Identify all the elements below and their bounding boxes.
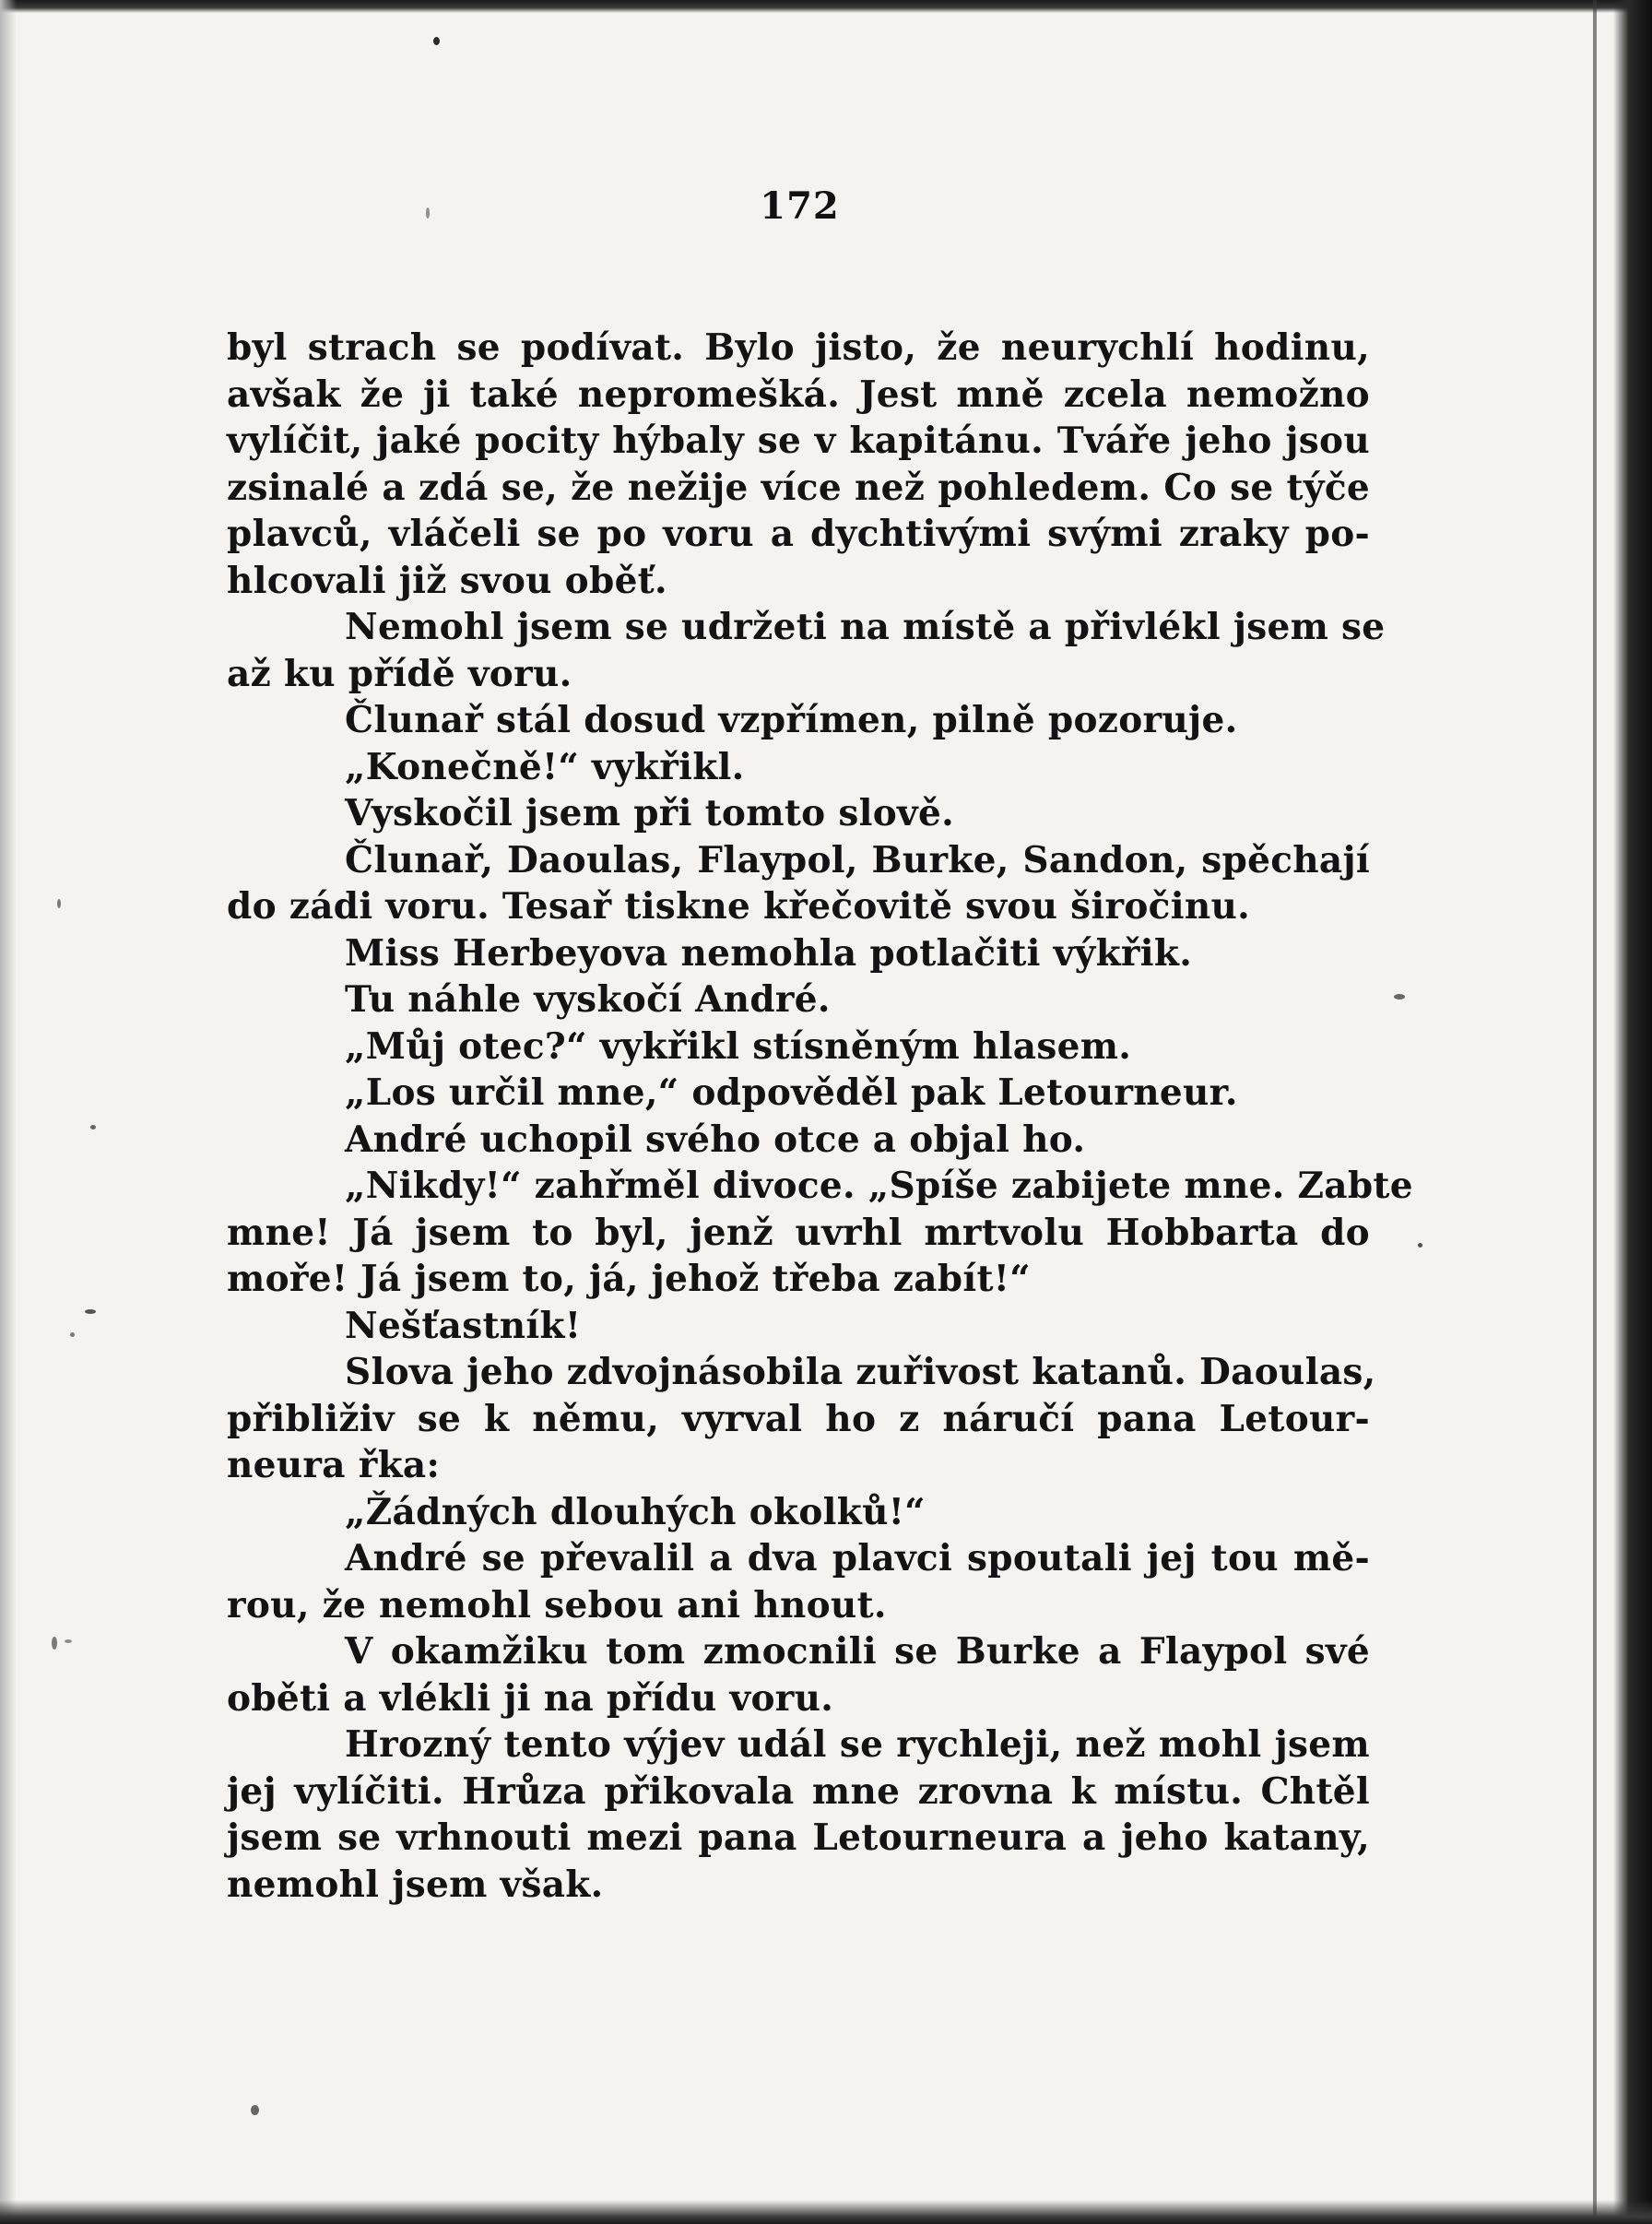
text-line: neura řka: xyxy=(227,1444,441,1486)
scan-speck xyxy=(90,1125,96,1130)
text-line: až ku přídě voru. xyxy=(227,652,572,695)
text-line: Člunař, Daoulas, Flaypol, Burke, Sandon, spěchají xyxy=(345,838,1370,881)
text-line: André uchopil svého otce a objal ho. xyxy=(345,1118,1086,1161)
scan-edge-right xyxy=(1613,0,1652,2224)
scan-edge-bottom xyxy=(0,2200,1652,2224)
text-line: Člunař stál dosud vzpřímen, pilně pozoruje. xyxy=(345,699,1238,741)
scan-speck xyxy=(251,2105,259,2115)
text-line: „Žádných dlouhých okolků!“ xyxy=(345,1490,926,1533)
scan-speck xyxy=(52,1637,57,1650)
text-line: moře! Já jsem to, já, jehož třeba zabít!“ xyxy=(227,1258,1031,1300)
text-line: Nemohl jsem se udržeti na místě a přivlékl jsem se xyxy=(345,606,1386,648)
text-line: Hrozný tento výjev udál se rychleji, než mohl jsem xyxy=(345,1723,1370,1766)
text-line: „Konečně!“ vykřikl. xyxy=(345,745,745,788)
text-line: nemohl jsem však. xyxy=(227,1863,604,1906)
text-line: „Můj otec?“ vykřikl stísněným hlasem. xyxy=(345,1024,1132,1068)
text-line: hlcovali již svou oběť. xyxy=(227,559,667,602)
text-line: Slova jeho zdvojnásobila zuřivost katanů. Daoulas, xyxy=(345,1351,1376,1393)
scan-speck xyxy=(1418,1243,1422,1248)
text-line: do zádi voru. Tesař tiskne křečovitě svou širočinu. xyxy=(227,885,1251,928)
text-line: „Los určil mne,“ odpověděl pak Letourneur. xyxy=(345,1071,1238,1114)
scan-speck xyxy=(65,1639,72,1643)
text-line: jsem se vrhnouti mezi pana Letourneura a jeho katany, xyxy=(227,1816,1370,1859)
text-line: V okamžiku tom zmocnili se Burke a Flaypol své xyxy=(345,1630,1370,1673)
text-line: Vyskočil jsem při tomto slově. xyxy=(345,792,954,834)
text-line: „Nikdy!“ zahřměl divoce. „Spíše zabijete mne. Zabte xyxy=(345,1165,1413,1207)
text-line: André se převalil a dva plavci spoutali jej tou mě- xyxy=(345,1537,1370,1579)
text-line: vylíčit, jaké pocity hýbaly se v kapitánu. Tváře jeho jsou xyxy=(227,420,1370,462)
scan-binding-line xyxy=(1593,0,1597,2224)
text-body xyxy=(227,325,1413,1908)
scan-speck xyxy=(1394,994,1405,1000)
text-line: mne! Já jsem to byl, jenž uvrhl mrtvolu Hobbarta do xyxy=(227,1211,1370,1254)
scan-speck xyxy=(433,37,440,45)
text-line: Nešťastník! xyxy=(345,1304,582,1347)
scan-speck xyxy=(85,1309,96,1314)
text-line: rou, že nemohl sebou ani hnout. xyxy=(227,1583,887,1627)
text-line: zsinalé a zdá se, že nežije více než pohledem. Co se týče xyxy=(227,466,1370,509)
text-line: byl strach se podívat. Bylo jisto, že neurychlí hodinu, xyxy=(227,326,1370,369)
text-line: jej vylíčiti. Hrůza přikovala mne zrovna k místu. Chtěl xyxy=(227,1769,1370,1813)
scan-speck xyxy=(70,1332,75,1337)
scan-speck xyxy=(57,899,61,908)
text-line: Miss Herbeyova nemohla potlačiti výkřik. xyxy=(345,931,1193,975)
text-line: přibliživ se k němu, vyrval ho z náručí pana Letour- xyxy=(227,1397,1370,1440)
text-line: Tu náhle vyskočí André. xyxy=(345,978,831,1021)
text-line: plavců, vláčeli se po voru a dychtivými svými zraky po- xyxy=(227,513,1370,555)
text-line: avšak že ji také nepromešká. Jest mně zcela nemožno xyxy=(227,373,1370,416)
scan-edge-left xyxy=(0,0,17,2224)
text-line: oběti a vlékli ji na přídu voru. xyxy=(227,1676,834,1720)
page-number: 172 xyxy=(760,184,840,228)
scan-edge-top xyxy=(0,0,1652,13)
